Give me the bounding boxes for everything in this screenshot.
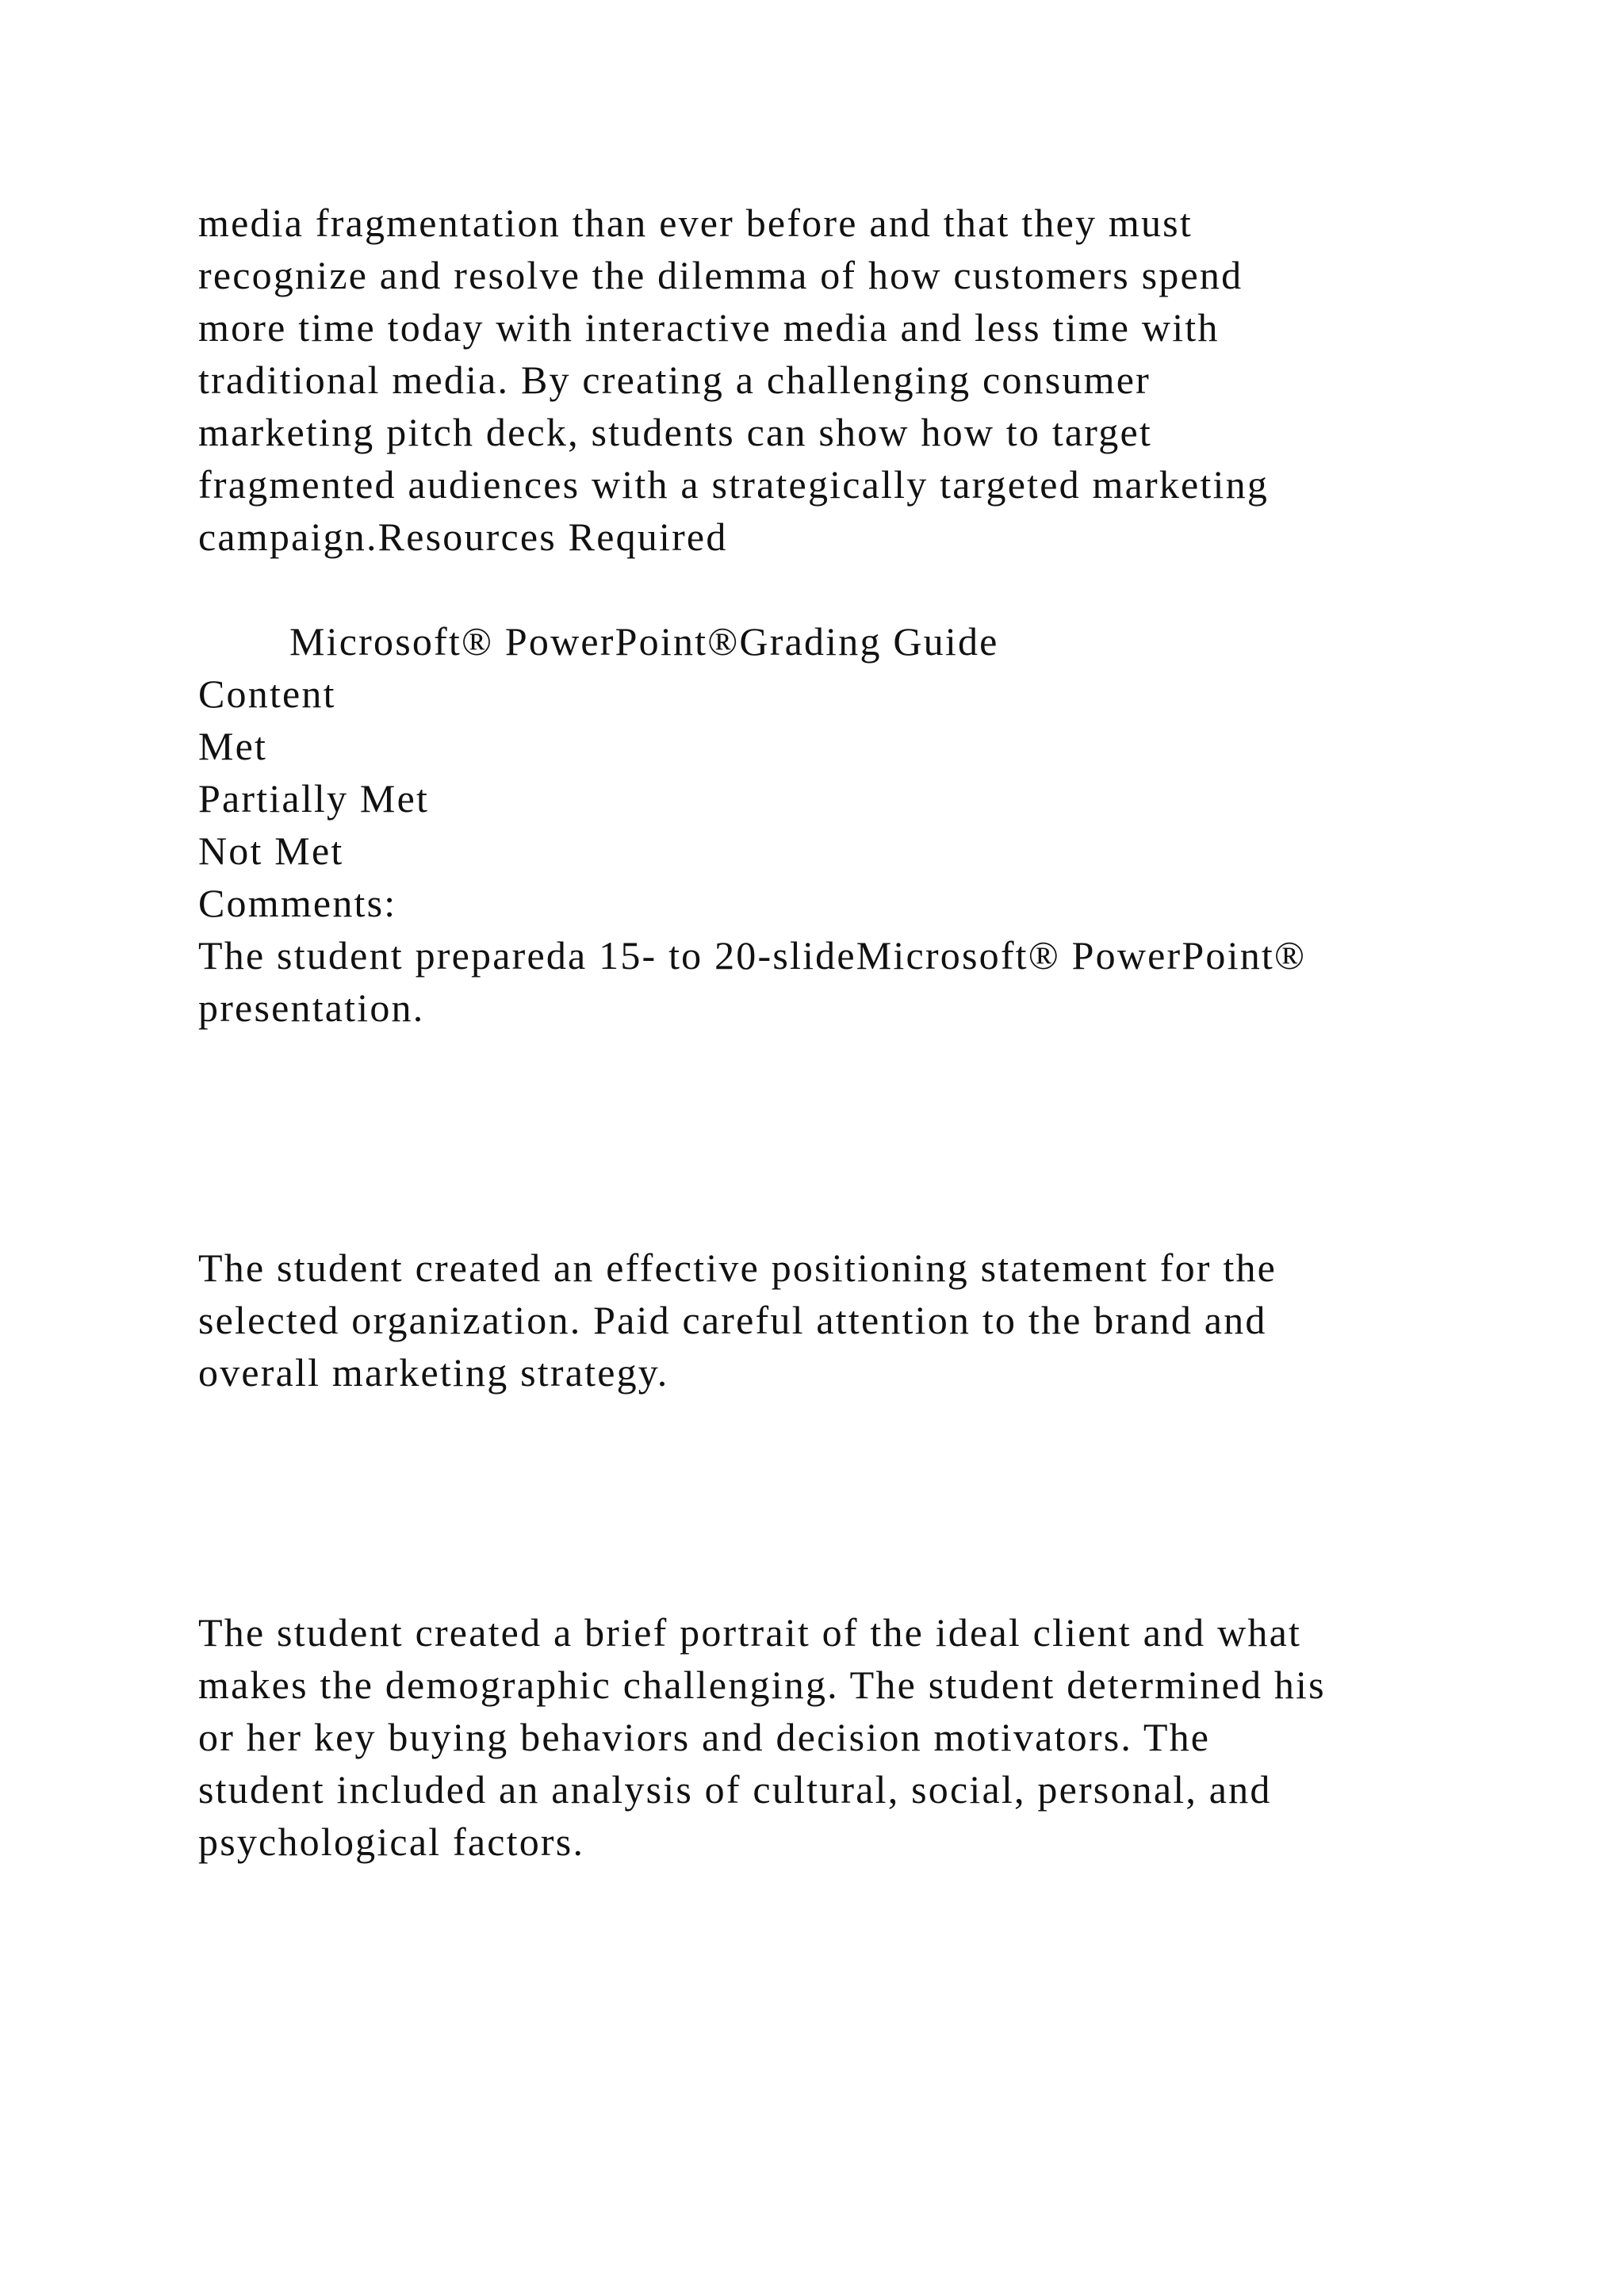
criterion-text-line: student included an analysis of cultural, social, personal, and bbox=[198, 1767, 1272, 1812]
resource-item: Microsoft® PowerPoint®Grading Guide bbox=[289, 619, 999, 664]
text-line: campaign.Resources Required bbox=[198, 515, 728, 559]
text-line: media fragmentation than ever before and that they must bbox=[198, 201, 1193, 245]
criterion-text-line: The student prepareda 15- to 20-slideMicrosoft® PowerPoint® bbox=[198, 933, 1307, 978]
rubric-met-heading: Met bbox=[198, 724, 268, 768]
text-line: fragmented audiences with a strategically targeted marketing bbox=[198, 462, 1270, 507]
criterion-text-line: The student created an effective positioning statement for the bbox=[198, 1246, 1277, 1290]
criterion-text-line: psychological factors. bbox=[198, 1820, 585, 1864]
text-line: recognize and resolve the dilemma of how customers spend bbox=[198, 253, 1243, 297]
rubric-partially-met-heading: Partially Met bbox=[198, 776, 430, 821]
criterion-text-line: selected organization. Paid careful attention to the brand and bbox=[198, 1298, 1267, 1342]
criterion-text-line: overall marketing strategy. bbox=[198, 1350, 669, 1395]
rubric-content-heading: Content bbox=[198, 672, 336, 716]
criterion-text-line: makes the demographic challenging. The student determined his bbox=[198, 1663, 1326, 1707]
text-line: marketing pitch deck, students can show how to target bbox=[198, 410, 1152, 454]
criterion-text-line: The student created a brief portrait of the ideal client and what bbox=[198, 1610, 1302, 1655]
text-line: traditional media. By creating a challenging consumer bbox=[198, 358, 1151, 402]
criterion-text-line: or her key buying behaviors and decision motivators. The bbox=[198, 1715, 1211, 1759]
rubric-not-met-heading: Not Met bbox=[198, 828, 344, 873]
text-line: more time today with interactive media and less time with bbox=[198, 305, 1220, 350]
criterion-text-line: presentation. bbox=[198, 985, 425, 1030]
rubric-comments-heading: Comments: bbox=[198, 881, 397, 925]
